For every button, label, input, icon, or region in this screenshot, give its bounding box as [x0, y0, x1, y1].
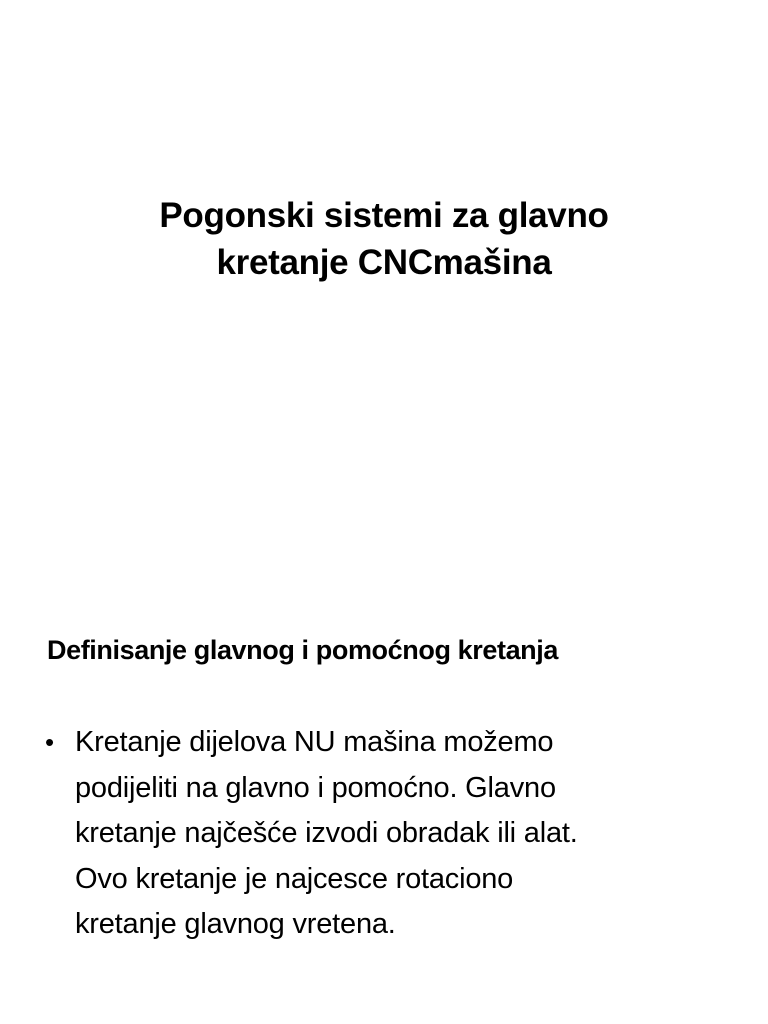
- bullet-line-2: podijeliti na glavno i pomoćno. Glavno: [75, 771, 556, 804]
- bullet-line-3: kretanje najčešće izvodi obradak ili alat.: [75, 817, 578, 849]
- slide-title-line-1: Pogonski sistemi za glavno: [159, 196, 609, 235]
- bullet-item: [45, 720, 745, 948]
- bullet-list: [45, 720, 745, 948]
- bullet-line-4: Ovo kretanje je najcesce rotaciono: [75, 862, 514, 895]
- bullet-line-5: kretanje glavnog vretena.: [75, 908, 396, 940]
- bullet-dot-icon: •: [45, 727, 54, 757]
- slide-title-line-2: kretanje CNCmašina: [216, 243, 552, 282]
- bullet-line-1: Kretanje dijelova NU mašina možemo: [75, 726, 554, 758]
- section-heading: Definisanje glavnog i pomoćnog kretanja: [47, 635, 558, 665]
- slide-title: [0, 192, 768, 286]
